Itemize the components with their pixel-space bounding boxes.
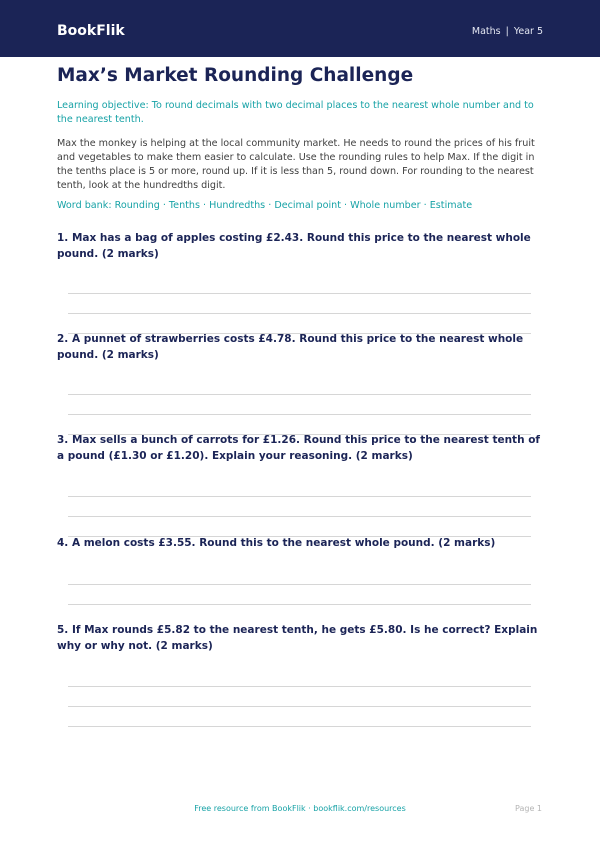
answer-line[interactable] [68,686,531,687]
question-2: 2. A punnet of strawberries costs £4.78. Round this price to the nearest whole pound. (2 marks) [57,333,524,361]
header-bar [0,0,600,57]
answer-line[interactable] [68,313,531,314]
answer-line[interactable] [68,394,531,395]
question-1: 1. Max has a bag of apples costing £2.43. Round this price to the nearest whole pound. (2 marks) [57,232,531,260]
learning-objective: Learning objective: To round decimals with two decimal places to the nearest whole number and to the nearest tenth. [57,100,534,125]
answer-line[interactable] [68,293,531,294]
word-bank: Word bank: Rounding · Tenths · Hundredths · Decimal point · Whole number · Estimate [57,200,473,211]
separator: | [505,26,509,37]
answer-line[interactable] [68,706,531,707]
intro-paragraph: Max the monkey is helping at the local community market. He needs to round the prices of his fruit and vegetables to make them easier to calculate. Use the rounding rules to help Max. If the digit in the tenths place is 5 or more, round up. If it is less than 5, round down. For rounding to the nearest tenth, look at the hundredths digit. [57,138,535,191]
answer-line[interactable] [68,496,531,497]
answer-line[interactable] [68,604,531,605]
footer-text[interactable]: Free resource from BookFlik · bookflik.com/resources [194,804,406,813]
subject-year-label [472,26,543,38]
question-3: 3. Max sells a bunch of carrots for £1.26. Round this price to the nearest tenth of a pound (£1.30 or £1.20). Explain your reasoning. (2 marks) [57,434,540,462]
page-title: Max’s Market Rounding Challenge [57,65,414,86]
answer-line[interactable] [68,726,531,727]
answer-line[interactable] [68,516,531,517]
page-number: Page 1 [515,804,542,813]
answer-line[interactable] [68,584,531,585]
subject-label: Maths [471,26,501,37]
brand-logo-text[interactable]: BookFlik [57,23,125,39]
year-label: Year 5 [513,26,543,37]
question-4: 4. A melon costs £3.55. Round this to the nearest whole pound. (2 marks) [57,537,496,549]
question-5: 5. If Max rounds £5.82 to the nearest tenth, he gets £5.80. Is he correct? Explain why or why not. (2 marks) [57,624,538,652]
answer-line[interactable] [68,414,531,415]
